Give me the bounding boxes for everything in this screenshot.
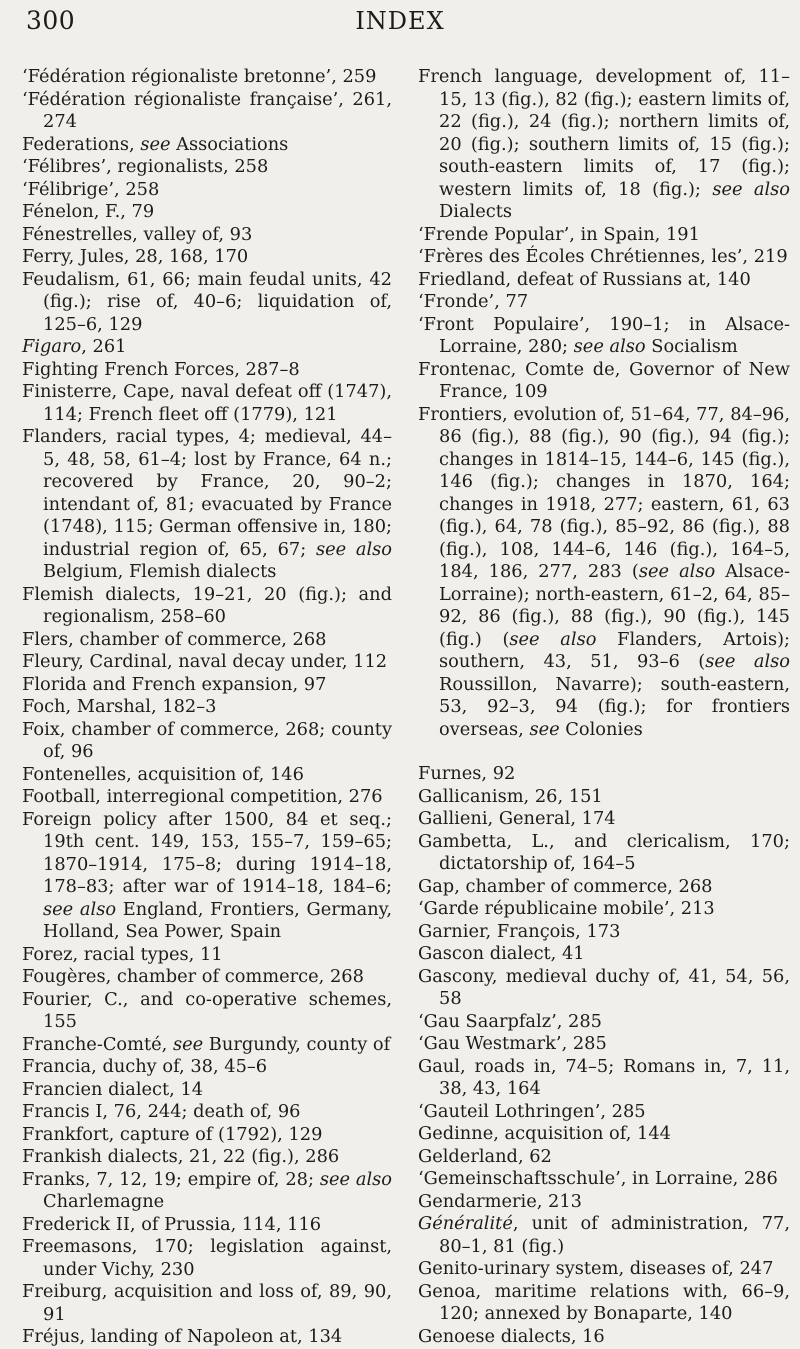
- index-entry: Généralité, unit of administration, 77, 80–1, 81 (fig.): [418, 1213, 790, 1257]
- index-column-left: [22, 66, 392, 1349]
- index-entry: Gascon dialect, 41: [418, 943, 585, 964]
- index-entry: Friedland, defeat of Russians at, 140: [418, 268, 751, 290]
- index-entry: Flers, chamber of commerce, 268: [22, 628, 327, 650]
- index-entry: Frontiers, evolution of, 51–64, 77, 84–96, 86 (fig.), 88 (fig.), 90 (fig.), 94 (fig.); changes in 1814–15, 144–6, 145 (fig.), 146 (fig.); changes in 1870, 164; changes in 1918, 277; eastern, 61, 63 (fig.), 64, 78 (fig.), 85–92, 86 (fig.), 88 (fig.), 108, 144–6, 146 (fig.), 164–5, 184, 186, 277, 283 (see also Alsace-Lorraine); north-eastern, 61–2, 64, 85–92, 86 (fig.), 88 (fig.), 90 (fig.), 145 (fig.) (see also Flanders, Artois); southern, 43, 51, 93–6 (see also Roussillon, Navarre); south-eastern, 53, 92–3, 94 (fig.); for frontiers overseas, see Colonies: [418, 403, 790, 740]
- index-entry: ‘Félibrige’, 258: [22, 178, 160, 200]
- index-entry: Gelderland, 62: [418, 1145, 552, 1167]
- index-entry: Frederick II, of Prussia, 114, 116: [22, 1213, 322, 1235]
- index-entry: Florida and French expansion, 97: [22, 673, 327, 695]
- index-entry: Flanders, racial types, 4; medieval, 44–5, 48, 58, 61–4; lost by France, 64 n.; recovered by France, 20, 90–2; intendant of, 81; evacuated by France (1748), 115; German offensive in, 180; industrial region of, 65, 67; see also Belgium, Flemish dialects: [22, 426, 392, 582]
- index-entry: Fougères, chamber of commerce, 268: [22, 966, 364, 987]
- index-entry: Freiburg, acquisition and loss of, 89, 90, 91: [22, 1281, 392, 1325]
- index-entry: Frankfort, capture of (1792), 129: [22, 1123, 323, 1145]
- index-entry: ‘Garde républicaine mobile’, 213: [418, 898, 715, 919]
- index-entry: Gambetta, L., and clericalism, 170; dictatorship of, 164–5: [418, 830, 790, 874]
- index-entry: Genoese dialects, 16: [418, 1325, 605, 1347]
- index-entry: Genoa, maritime relations with, 66–9, 120; annexed by Bonaparte, 140: [418, 1280, 790, 1324]
- index-entry: Gallieni, General, 174: [418, 808, 616, 829]
- index-entry: ‘Gau Westmark’, 285: [418, 1033, 607, 1054]
- index-entry: ‘Fédération régionaliste bretonne’, 259: [22, 66, 377, 87]
- index-entry: Fourier, C., and co-operative schemes, 155: [22, 988, 392, 1032]
- index-column-right: [418, 66, 790, 1348]
- index-entry: Gascony, medieval duchy of, 41, 54, 56, 58: [418, 965, 790, 1009]
- index-entry: Gap, chamber of commerce, 268: [418, 875, 713, 897]
- index-entry: Frontenac, Comte de, Governor of New France, 109: [418, 358, 790, 402]
- index-entry: Finisterre, Cape, naval defeat off (1747), 114; French fleet off (1779), 121: [22, 381, 392, 425]
- index-entry: Fénelon, F., 79: [22, 201, 155, 222]
- index-entry: Feudalism, 61, 66; main feudal units, 42 (fig.); rise of, 40–6; liquidation of, 125–6, 129: [22, 268, 392, 335]
- index-entry: Football, interregional competition, 276: [22, 786, 383, 807]
- index-entry: Franche-Comté, see Burgundy, county of: [22, 1033, 391, 1055]
- index-entry: Fighting French Forces, 287–8: [22, 358, 300, 380]
- index-entry: ‘Frende Popular’, in Spain, 191: [418, 223, 700, 245]
- index-entry: Foreign policy after 1500, 84 et seq.; 19th cent. 149, 153, 155–7, 159–65; 1870–1914, 175–8; during 1914–18, 178–83; after war of 1914–18, 184–6; see also England, Frontiers, Germany, Holland, Sea Power, Spain: [22, 808, 392, 942]
- running-head: INDEX: [355, 7, 445, 35]
- index-entry: ‘Front Populaire’, 190–1; in Alsace-Lorraine, 280; see also Socialism: [418, 313, 790, 357]
- index-entry: ‘Fronde’, 77: [418, 291, 529, 312]
- index-entry: ‘Félibres’, regionalists, 258: [22, 156, 269, 177]
- page-header: [26, 6, 774, 46]
- index-entry: Francien dialect, 14: [22, 1078, 204, 1100]
- index-entry: Fréjus, landing of Napoleon at, 134: [22, 1326, 343, 1347]
- index-entry: Francia, duchy of, 38, 45–6: [22, 1056, 268, 1077]
- index-entry: ‘Gauteil Lothringen’, 285: [418, 1100, 646, 1122]
- index-entry: Foix, chamber of commerce, 268; county of, 96: [22, 718, 392, 762]
- index-entry: Franks, 7, 12, 19; empire of, 28; see also Charlemagne: [22, 1168, 392, 1212]
- index-entry: Genito-urinary system, diseases of, 247: [418, 1258, 774, 1279]
- index-entry: ‘Fédération régionaliste française’, 261, 274: [22, 88, 392, 132]
- index-entry: Ferry, Jules, 28, 168, 170: [22, 246, 249, 267]
- index-entry: Gallicanism, 26, 151: [418, 785, 603, 807]
- index-entry: ‘Gemeinschaftsschule’, in Lorraine, 286: [418, 1168, 778, 1189]
- index-entry: Gaul, roads in, 74–5; Romans in, 7, 11, 38, 43, 164: [418, 1055, 790, 1099]
- index-entry: Federations, see Associations: [22, 133, 289, 155]
- index-entry: ‘Frères des Écoles Chrétiennes, les’, 219: [418, 246, 788, 267]
- index-entry: Forez, racial types, 11: [22, 943, 223, 965]
- index-entry: Freemasons, 170; legislation against, under Vichy, 230: [22, 1236, 392, 1280]
- index-entry: Flemish dialects, 19–21, 20 (fig.); and regionalism, 258–60: [22, 583, 392, 627]
- index-entry: Fénestrelles, valley of, 93: [22, 223, 253, 245]
- index-entry: Figaro, 261: [22, 336, 127, 357]
- index-entry: Frankish dialects, 21, 22 (fig.), 286: [22, 1146, 340, 1167]
- index-entry: Fontenelles, acquisition of, 146: [22, 763, 304, 785]
- index-entry: French language, development of, 11–15, 13 (fig.), 82 (fig.); eastern limits of, 22 (fig.), 24 (fig.); northern limits of, 20 (fig.); southern limits of, 15 (fig.); south-eastern limits of, 17 (fig.); western limits of, 18 (fig.); see also Dialects: [418, 66, 790, 222]
- index-entry: Francis I, 76, 244; death of, 96: [22, 1101, 301, 1122]
- index-entry: Gendarmerie, 213: [418, 1190, 582, 1212]
- index-entry: Gedinne, acquisition of, 144: [418, 1123, 671, 1144]
- index-entry: Foch, Marshal, 182–3: [22, 696, 217, 717]
- index-entry: Garnier, François, 173: [418, 920, 621, 942]
- index-entry: ‘Gau Saarpfalz’, 285: [418, 1010, 602, 1032]
- index-entry: Fleury, Cardinal, naval decay under, 112: [22, 651, 388, 672]
- page-number: 300: [26, 6, 76, 35]
- index-entry: Furnes, 92: [418, 763, 516, 784]
